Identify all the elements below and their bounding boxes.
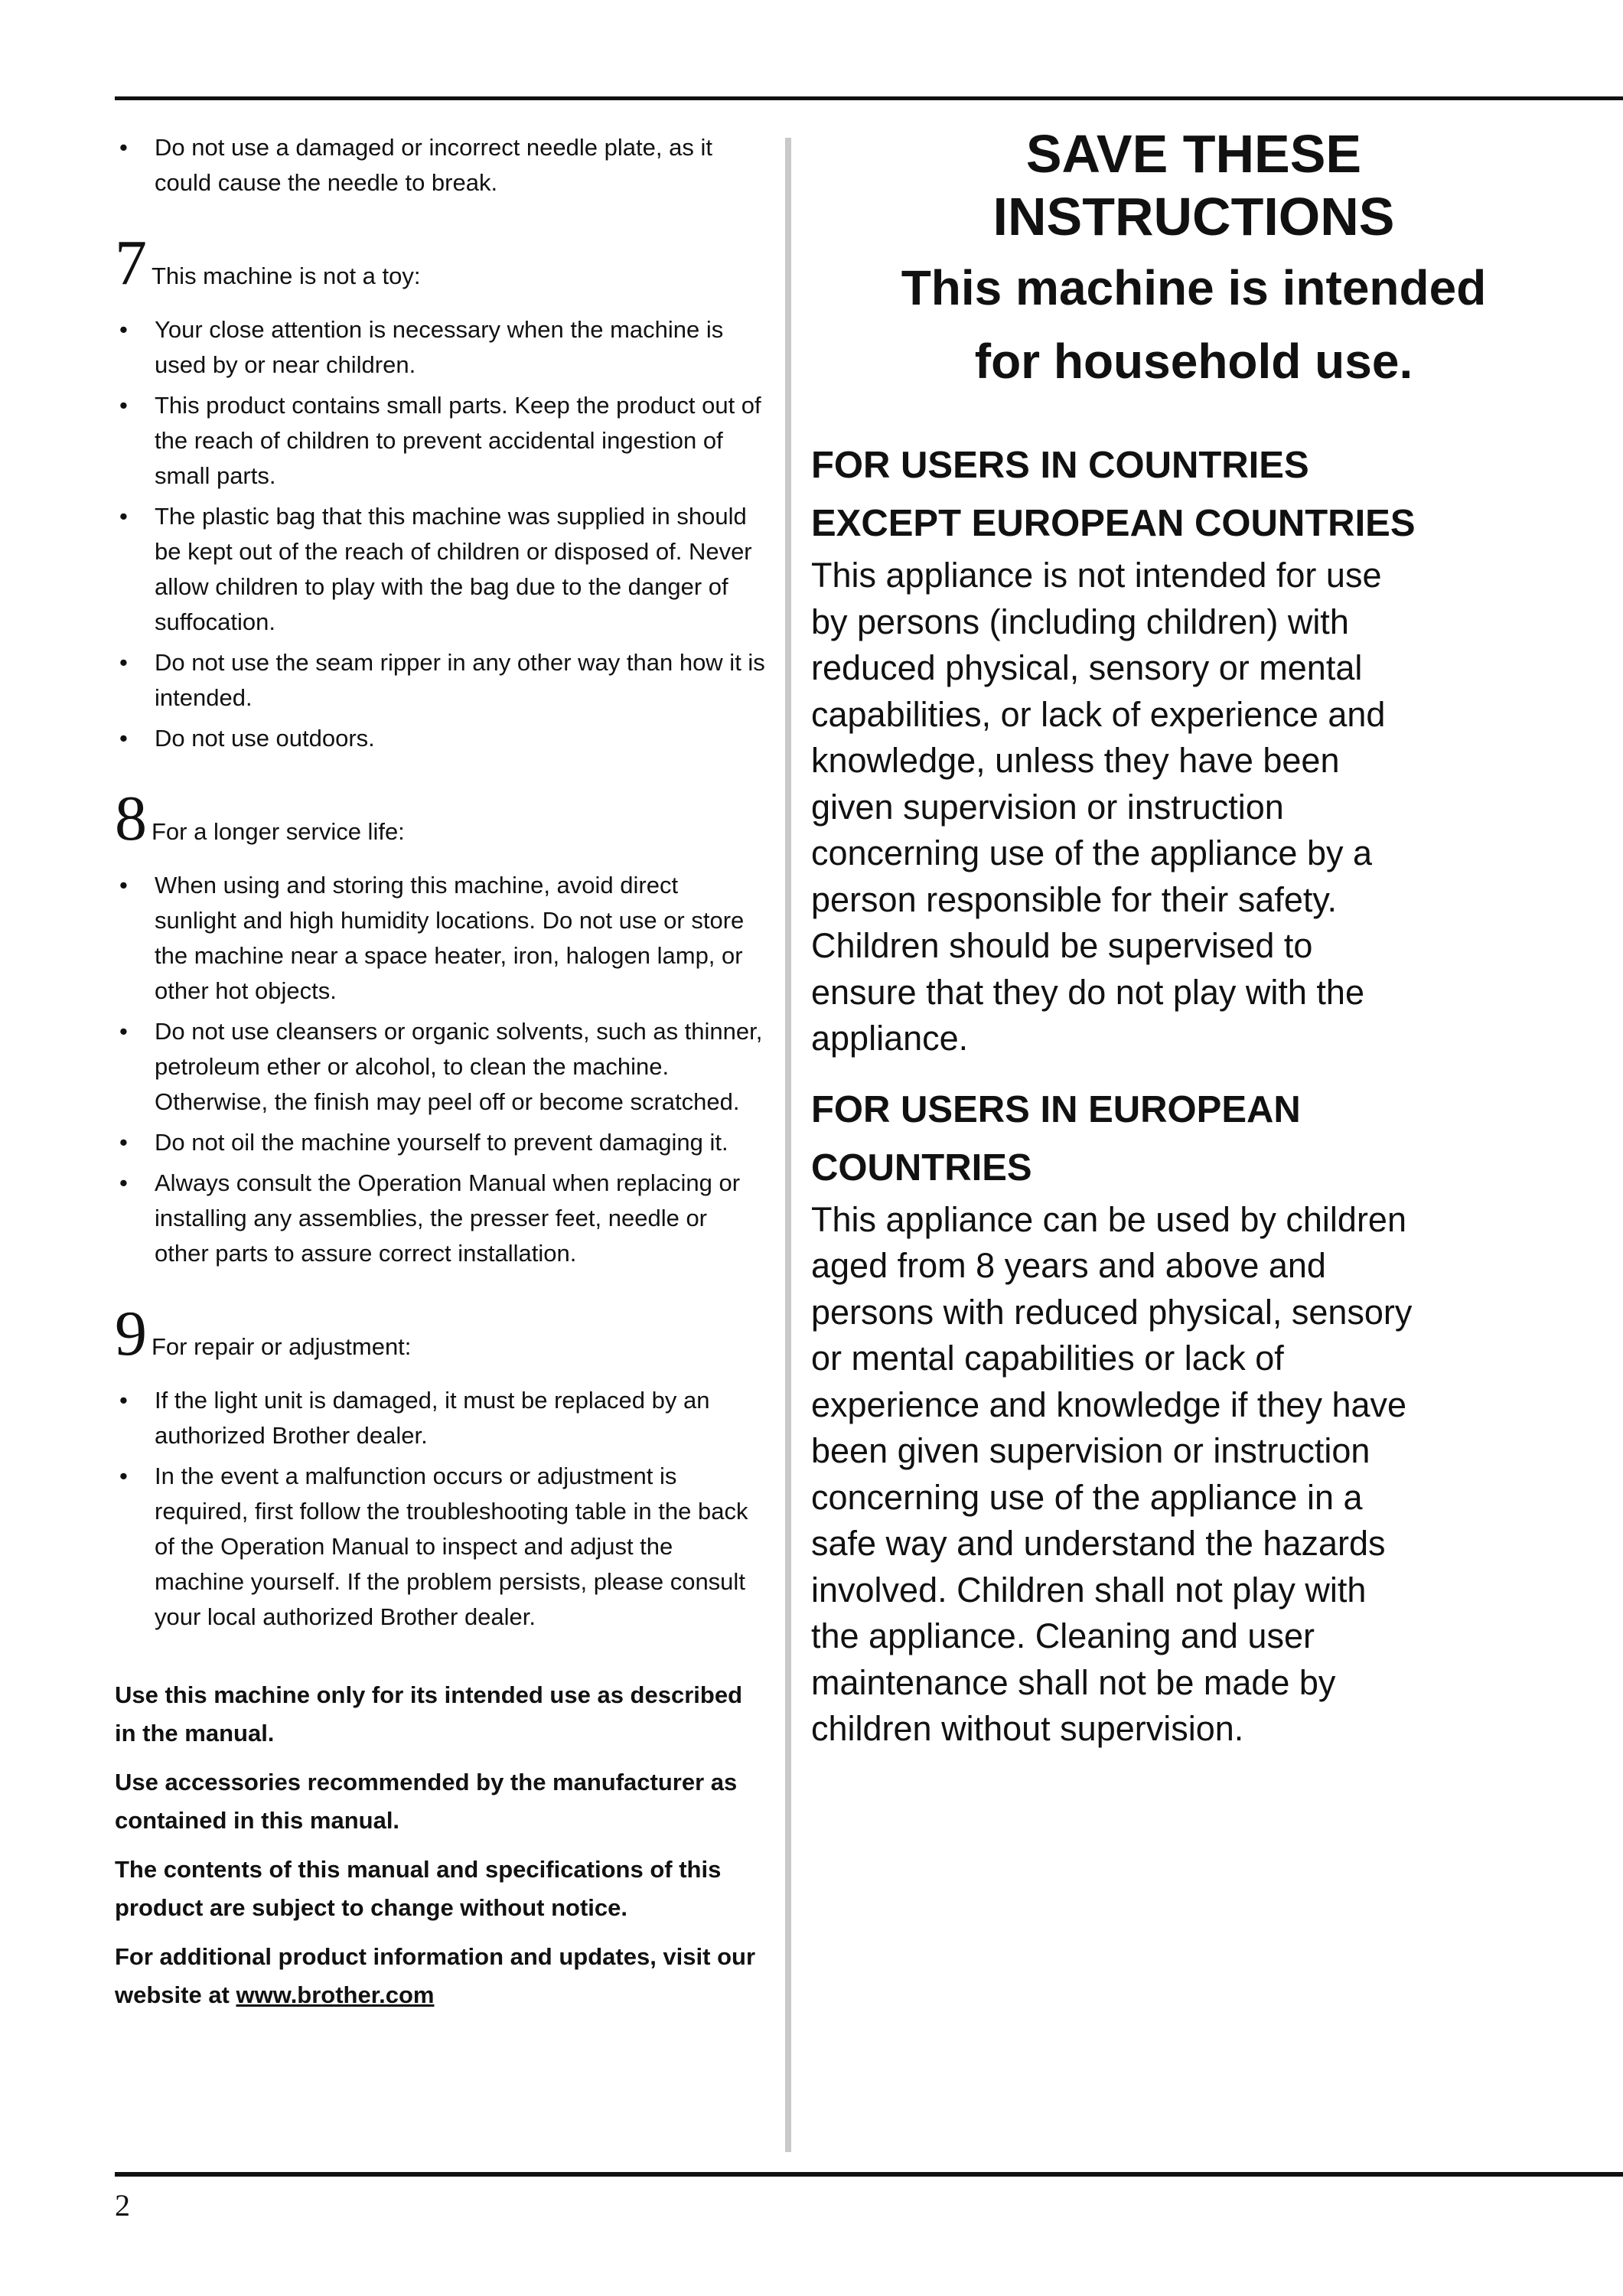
bullet-item: • Do not use cleansers or organic solvents, such as thinner, petroleum ether or alcohol, to clean the machine. Otherwise, the finish may peel off or become scratched. (115, 1014, 765, 1120)
non-eu-heading (811, 436, 1576, 553)
footer-rule (115, 2172, 1623, 2177)
bullet-item: • Do not use outdoors. (115, 721, 765, 756)
body-line: experience and knowledge if they have (811, 1384, 1407, 1424)
eu-body (811, 1197, 1576, 1753)
bullet-list (115, 1383, 765, 1635)
bullet-item: • Do not oil the machine yourself to prevent damaging it. (115, 1125, 765, 1160)
body-line: appliance. (811, 1019, 969, 1058)
bullet-item: • The plastic bag that this machine was supplied in should be kept out of the reach of children or disposed of. Never allow children to play with the bag due to the danger of suffocation. (115, 499, 765, 640)
heading-line: EXCEPT EUROPEAN COUNTRIES (811, 503, 1416, 544)
bullet-item: • If the light unit is damaged, it must be replaced by an authorized Brother dealer. (115, 1383, 765, 1453)
heading-line: FOR USERS IN EUROPEAN (811, 1088, 1301, 1130)
column-divider (785, 138, 791, 2152)
section-heading (115, 1298, 765, 1369)
body-line: person responsible for their safety. (811, 879, 1338, 919)
body-line: been given supervision or instruction (811, 1431, 1370, 1470)
section-heading (115, 783, 765, 854)
bullet-item: • In the event a malfunction occurs or adjustment is required, first follow the troubleshooting table in the back of the Operation Manual to inspect and adjust the machine yourself. If the problem persists, please consult your local authorized Brother dealer. (115, 1459, 765, 1635)
section-9 (115, 1298, 765, 1635)
notice-accessories: Use accessories recommended by the manufacturer as contained in this manual. (115, 1769, 738, 1834)
subtitle-line: for household use. (974, 334, 1413, 389)
bold-notices (115, 1676, 765, 2014)
body-line: given supervision or instruction (811, 787, 1284, 827)
bullet-item: • Do not use a damaged or incorrect needle plate, as it could cause the needle to break. (115, 130, 765, 201)
section-number: 7 (115, 227, 147, 298)
title-line: INSTRUCTIONS (992, 187, 1395, 246)
body-line: maintenance shall not be made by (811, 1662, 1336, 1702)
page-number: 2 (115, 2188, 130, 2223)
body-line: or mental capabilities or lack of (811, 1339, 1284, 1378)
notice-specifications: The contents of this manual and specifications of this product are subject to change without notice. (115, 1856, 722, 1921)
save-instructions-title (811, 122, 1576, 248)
section-title: For repair or adjustment: (152, 1333, 412, 1360)
section-title: This machine is not a toy: (152, 263, 421, 289)
body-line: capabilities, or lack of experience and (811, 694, 1386, 734)
body-line: aged from 8 years and above and (811, 1246, 1326, 1285)
section-title: For a longer service life: (152, 818, 405, 845)
heading-line: COUNTRIES (811, 1146, 1032, 1189)
section-8 (115, 783, 765, 1271)
header-rule (115, 96, 1623, 100)
body-line: children without supervision. (811, 1709, 1244, 1748)
body-line: concerning use of the appliance by a (811, 833, 1373, 872)
section-number: 8 (115, 783, 147, 854)
body-line: This appliance can be used by children (811, 1199, 1406, 1239)
left-column (115, 130, 765, 2025)
household-use-subtitle (811, 251, 1576, 398)
non-eu-body (811, 553, 1576, 1062)
notice-intended-use: Use this machine only for its intended use as described in the manual. (115, 1681, 743, 1746)
title-line: SAVE THESE (1025, 124, 1362, 184)
heading-line: FOR USERS IN COUNTRIES (811, 445, 1309, 486)
section-7 (115, 227, 765, 756)
bullet-list (115, 868, 765, 1271)
section-heading (115, 227, 765, 298)
body-line: This appliance is not intended for use (811, 556, 1382, 595)
body-line: by persons (including children) with (811, 602, 1349, 641)
intro-bullet-list (115, 130, 765, 201)
body-line: knowledge, unless they have been (811, 741, 1340, 780)
bullet-item: • This product contains small parts. Keep the product out of the reach of children to prevent accidental ingestion of small parts. (115, 388, 765, 494)
eu-heading (811, 1081, 1576, 1197)
website-notice-text: For additional product information and updates, visit our website at (115, 1943, 756, 2008)
body-line: reduced physical, sensory or mental (811, 648, 1363, 687)
right-column (811, 122, 1576, 1753)
notice-website (115, 1938, 765, 2014)
bullet-item: • Do not use the seam ripper in any other way than how it is intended. (115, 645, 765, 716)
bullet-item: • Your close attention is necessary when the machine is used by or near children. (115, 312, 765, 383)
bullet-list (115, 312, 765, 756)
body-line: involved. Children shall not play with (811, 1570, 1367, 1609)
website-link[interactable]: www.brother.com (236, 1981, 435, 2008)
body-line: ensure that they do not play with the (811, 972, 1364, 1012)
subtitle-line: This machine is intended (901, 260, 1487, 315)
bullet-item: • Always consult the Operation Manual when replacing or installing any assemblies, the presser feet, needle or other parts to assure correct installation. (115, 1166, 765, 1271)
body-line: persons with reduced physical, sensory (811, 1292, 1413, 1332)
body-line: Children should be supervised to (811, 926, 1313, 965)
body-line: concerning use of the appliance in a (811, 1477, 1363, 1517)
body-line: the appliance. Cleaning and user (811, 1616, 1315, 1655)
section-number: 9 (115, 1298, 147, 1369)
body-line: safe way and understand the hazards (811, 1524, 1386, 1563)
bullet-item: • When using and storing this machine, avoid direct sunlight and high humidity locations. Do not use or store the machine near a space heater, iron, halogen lamp, or other hot objects. (115, 868, 765, 1009)
